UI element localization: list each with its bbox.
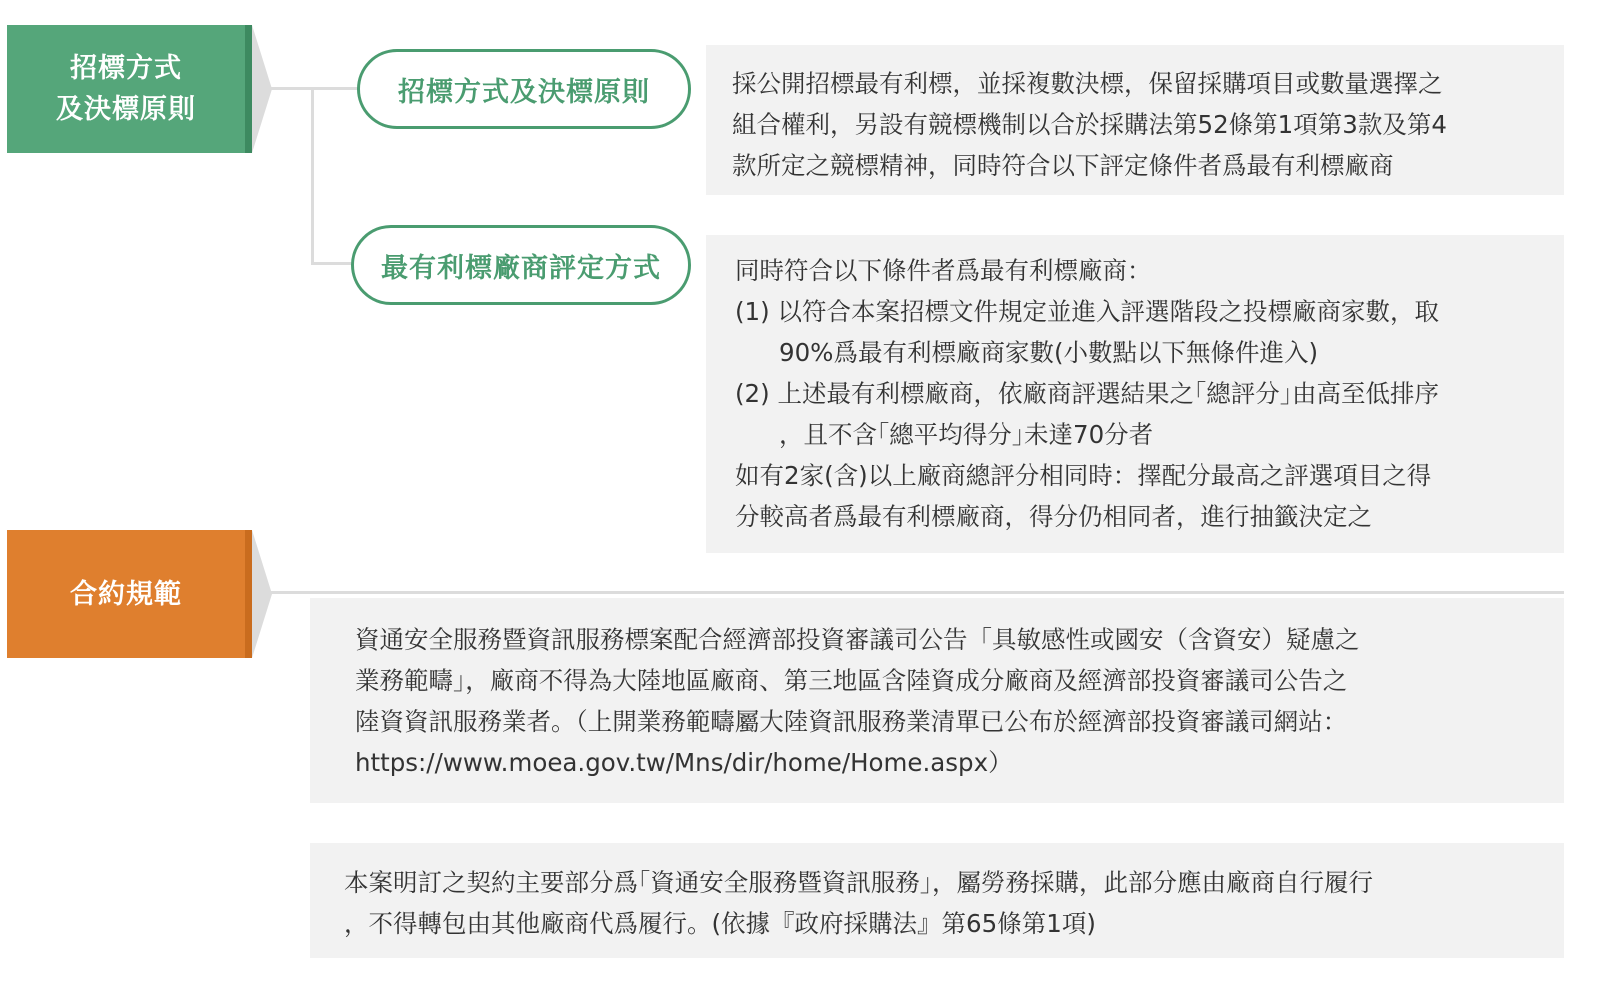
section-label-contract-rules (7, 530, 245, 658)
section1-arrow (252, 25, 272, 153)
text-line: https://www.moea.gov.tw/Mns/dir/home/Home.aspx） (355, 748, 1013, 777)
connector-vertical (311, 87, 314, 265)
text-line: 採公開招標最有利標，並採複數決標，保留採購項目或數量選擇之 (732, 69, 1443, 98)
text-line: ，且不含｢總平均得分｣未達70分者 (779, 420, 1154, 449)
pill-best-bidder-evaluation-label: 最有利標廠商評定方式 (381, 252, 661, 284)
text-line: 陸資資訊服務業者。（上開業務範疇屬大陸資訊服務業清單已公布於經濟部投資審議司網站： (355, 707, 1348, 736)
contract-security-notice (310, 598, 1564, 803)
text-line: 分較高者爲最有利標廠商，得分仍相同者，進行抽籤決定之 (735, 502, 1372, 531)
section-label-accent (245, 25, 252, 153)
text-line: ，不得轉包由其他廠商代爲履行。(依據『政府採購法』第65條第1項) (344, 909, 1096, 938)
text-line: 如有2家(含)以上廠商總評分相同時：擇配分最高之評選項目之得 (735, 461, 1432, 490)
text-line: 資通安全服務暨資訊服務標案配合經濟部投資審議司公告「具敏感性或國安（含資安）疑慮之 (355, 625, 1360, 654)
section-label-line1: 招標方式 (70, 53, 182, 84)
section-label-tender-method (7, 25, 245, 153)
section-label-accent (245, 530, 252, 658)
text-line: 款所定之競標精神，同時符合以下評定條件者爲最有利標廠商 (732, 151, 1394, 180)
contract-subcontract-notice (310, 843, 1564, 958)
section2-divider (270, 591, 1564, 594)
text-line: (1) 以符合本案招標文件規定並進入評選階段之投標廠商家數，取 (735, 297, 1439, 326)
text-line: (2) 上述最有利標廠商，依廠商評選結果之｢總評分｣由高至低排序 (735, 379, 1439, 408)
section2-arrow (252, 530, 272, 658)
connector-horizontal-main (270, 87, 358, 90)
connector-horizontal-branch (311, 262, 353, 265)
text-line: 同時符合以下條件者爲最有利標廠商： (735, 256, 1152, 285)
section-label-line2: 及決標原則 (56, 94, 196, 125)
text-line: 組合權利，另設有競標機制以合於採購法第52條第1項第3款及第4 (732, 110, 1447, 139)
tender-method-description (706, 45, 1564, 195)
pill-tender-method-label: 招標方式及決標原則 (398, 76, 650, 108)
section-label-text: 合約規範 (70, 578, 182, 610)
text-line: 業務範疇」，廠商不得為大陸地區廠商、第三地區含陸資成分廠商及經濟部投資審議司公告之 (355, 666, 1348, 695)
pill-best-bidder-evaluation (351, 225, 691, 305)
best-bidder-criteria (706, 235, 1564, 553)
pill-tender-method (357, 49, 691, 129)
text-line: 本案明訂之契約主要部分爲｢資通安全服務暨資訊服務｣，屬勞務採購，此部分應由廠商自行履行 (344, 868, 1373, 897)
text-line: 90%爲最有利標廠商家數(小數點以下無條件進入) (779, 338, 1319, 367)
